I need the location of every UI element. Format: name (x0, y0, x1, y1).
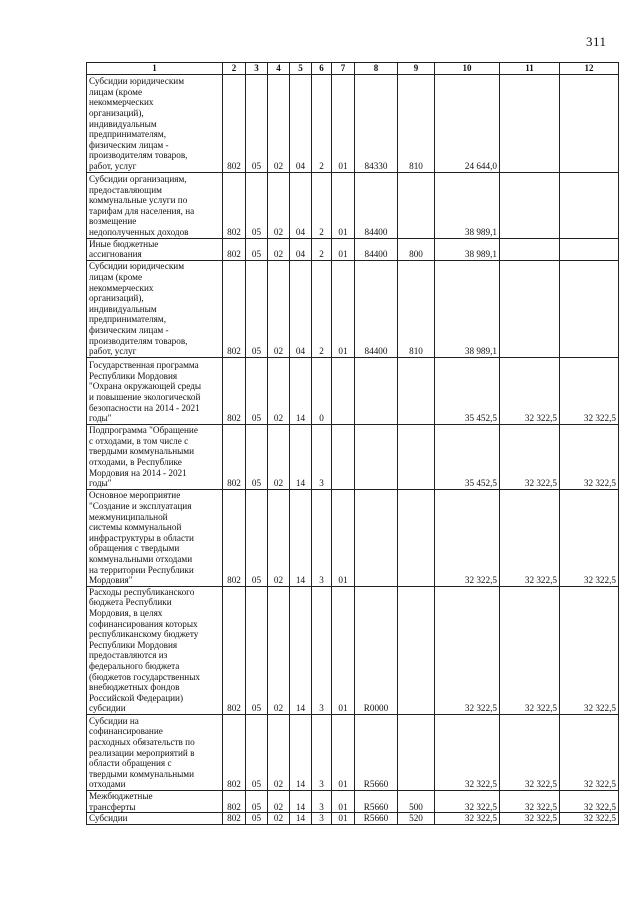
cell-activity-code: 01 (332, 260, 355, 357)
header-col-5: 5 (290, 63, 312, 75)
cell-amount-year-1: 35 452,5 (435, 424, 500, 489)
cell-amount-year-1: 38 989,1 (435, 172, 500, 238)
cell-activity-code: 01 (332, 813, 355, 825)
table-row (87, 790, 619, 812)
table-row (87, 586, 619, 714)
budget-table (86, 62, 619, 825)
cell-amount-year-3 (560, 172, 619, 238)
cell-direction-code: 84330 (355, 74, 398, 172)
table-row (87, 489, 619, 586)
cell-ministry-code: 802 (223, 489, 246, 586)
cell-activity-code (332, 357, 355, 424)
cell-activity-code: 01 (332, 172, 355, 238)
page-number: 311 (586, 34, 607, 49)
cell-direction-code: 84400 (355, 238, 398, 260)
header-col-9: 9 (398, 63, 435, 75)
cell-subprogram-code: 2 (312, 172, 332, 238)
cell-direction-code (355, 357, 398, 424)
cell-section-code: 05 (246, 424, 268, 489)
cell-ministry-code: 802 (223, 357, 246, 424)
cell-subprogram-code: 3 (312, 424, 332, 489)
table-row (87, 74, 619, 172)
cell-program-code: 14 (290, 714, 312, 790)
cell-amount-year-1: 24 644,0 (435, 74, 500, 172)
cell-section-code: 05 (246, 238, 268, 260)
cell-subprogram-code: 3 (312, 813, 332, 825)
cell-activity-code: 01 (332, 586, 355, 714)
cell-amount-year-3 (560, 260, 619, 357)
cell-section-code: 05 (246, 790, 268, 812)
header-col-3: 3 (246, 63, 268, 75)
cell-direction-code: R0000 (355, 586, 398, 714)
cell-amount-year-1: 32 322,5 (435, 813, 500, 825)
cell-amount-year-1: 32 322,5 (435, 586, 500, 714)
cell-direction-code: R5660 (355, 790, 398, 812)
cell-expense-type-code (398, 489, 435, 586)
cell-subsection-code: 02 (268, 424, 290, 489)
table-body (87, 74, 619, 824)
cell-expense-type-code (398, 714, 435, 790)
cell-amount-year-2: 32 322,5 (500, 586, 560, 714)
table-row (87, 424, 619, 489)
cell-amount-year-2: 32 322,5 (500, 357, 560, 424)
cell-ministry-code: 802 (223, 74, 246, 172)
cell-section-code: 05 (246, 813, 268, 825)
cell-ministry-code: 802 (223, 714, 246, 790)
cell-program-code: 14 (290, 424, 312, 489)
cell-ministry-code: 802 (223, 172, 246, 238)
table-row (87, 357, 619, 424)
cell-activity-code (332, 424, 355, 489)
table-row (87, 260, 619, 357)
cell-activity-code: 01 (332, 489, 355, 586)
cell-subprogram-code: 2 (312, 238, 332, 260)
cell-program-code: 14 (290, 813, 312, 825)
cell-program-code: 14 (290, 790, 312, 812)
cell-amount-year-3: 32 322,5 (560, 790, 619, 812)
cell-subprogram-code: 3 (312, 586, 332, 714)
cell-subsection-code: 02 (268, 172, 290, 238)
cell-amount-year-3: 32 322,5 (560, 586, 619, 714)
cell-subprogram-code: 3 (312, 790, 332, 812)
header-col-1: 1 (87, 63, 223, 75)
header-col-2: 2 (223, 63, 246, 75)
row-description: Субсидии организациям, предоставляющим коммунальные услуги по тарифам для населения, на возмещение недополученных доходов (87, 172, 223, 238)
cell-subsection-code: 02 (268, 489, 290, 586)
row-description: Основное мероприятие "Создание и эксплуатация межмуниципальной системы коммунальной инфраструктуры в области обращения с твердыми коммунальными отходами на территории Республики Мордовия" (87, 489, 223, 586)
cell-amount-year-1: 35 452,5 (435, 357, 500, 424)
cell-activity-code: 01 (332, 74, 355, 172)
cell-amount-year-1: 32 322,5 (435, 790, 500, 812)
cell-direction-code: R5660 (355, 714, 398, 790)
cell-amount-year-3: 32 322,5 (560, 489, 619, 586)
cell-amount-year-2: 32 322,5 (500, 489, 560, 586)
cell-amount-year-2 (500, 172, 560, 238)
header-col-11: 11 (500, 63, 560, 75)
cell-ministry-code: 802 (223, 813, 246, 825)
row-description: Подпрограмма "Обращение с отходами, в том числе с твердыми коммунальными отходами, в Республике Мордовия на 2014 - 2021 годы" (87, 424, 223, 489)
cell-expense-type-code (398, 172, 435, 238)
cell-section-code: 05 (246, 357, 268, 424)
cell-amount-year-2: 32 322,5 (500, 790, 560, 812)
cell-section-code: 05 (246, 260, 268, 357)
cell-amount-year-2: 32 322,5 (500, 424, 560, 489)
cell-program-code: 04 (290, 74, 312, 172)
cell-amount-year-3 (560, 74, 619, 172)
table-row (87, 714, 619, 790)
cell-subprogram-code: 2 (312, 74, 332, 172)
table-row (87, 172, 619, 238)
cell-expense-type-code: 810 (398, 260, 435, 357)
cell-expense-type-code (398, 357, 435, 424)
cell-ministry-code: 802 (223, 586, 246, 714)
cell-expense-type-code: 810 (398, 74, 435, 172)
cell-subsection-code: 02 (268, 357, 290, 424)
row-description: Расходы республиканского бюджета Республики Мордовия, в целях софинансирования которых республиканскому бюджету Республики Мордовия предоставляются из федерального бюджета (бюджетов государственных внебюджетных фондов Российской Федерации) субсидии (87, 586, 223, 714)
cell-direction-code (355, 424, 398, 489)
cell-direction-code: R5660 (355, 813, 398, 825)
cell-section-code: 05 (246, 586, 268, 714)
cell-activity-code: 01 (332, 714, 355, 790)
cell-ministry-code: 802 (223, 238, 246, 260)
cell-subprogram-code: 3 (312, 714, 332, 790)
cell-direction-code: 84400 (355, 260, 398, 357)
cell-subsection-code: 02 (268, 74, 290, 172)
cell-section-code: 05 (246, 172, 268, 238)
cell-ministry-code: 802 (223, 424, 246, 489)
cell-subsection-code: 02 (268, 790, 290, 812)
cell-activity-code: 01 (332, 790, 355, 812)
cell-program-code: 14 (290, 489, 312, 586)
table-row (87, 813, 619, 825)
cell-amount-year-3 (560, 238, 619, 260)
cell-program-code: 04 (290, 238, 312, 260)
header-col-4: 4 (268, 63, 290, 75)
cell-amount-year-1: 38 989,1 (435, 238, 500, 260)
cell-amount-year-1: 32 322,5 (435, 714, 500, 790)
cell-subprogram-code: 0 (312, 357, 332, 424)
cell-section-code: 05 (246, 489, 268, 586)
cell-section-code: 05 (246, 714, 268, 790)
row-description: Субсидии (87, 813, 223, 825)
cell-amount-year-2: 32 322,5 (500, 813, 560, 825)
cell-program-code: 04 (290, 172, 312, 238)
cell-subsection-code: 02 (268, 260, 290, 357)
row-description: Иные бюджетные ассигнования (87, 238, 223, 260)
cell-activity-code: 01 (332, 238, 355, 260)
cell-subsection-code: 02 (268, 714, 290, 790)
cell-direction-code: 84400 (355, 172, 398, 238)
cell-subprogram-code: 2 (312, 260, 332, 357)
cell-subsection-code: 02 (268, 238, 290, 260)
header-col-7: 7 (332, 63, 355, 75)
cell-section-code: 05 (246, 74, 268, 172)
header-col-10: 10 (435, 63, 500, 75)
cell-amount-year-2 (500, 74, 560, 172)
row-description: Межбюджетные трансферты (87, 790, 223, 812)
cell-expense-type-code: 800 (398, 238, 435, 260)
cell-program-code: 14 (290, 586, 312, 714)
cell-amount-year-3: 32 322,5 (560, 714, 619, 790)
cell-amount-year-3: 32 322,5 (560, 357, 619, 424)
cell-ministry-code: 802 (223, 790, 246, 812)
header-col-12: 12 (560, 63, 619, 75)
cell-expense-type-code: 520 (398, 813, 435, 825)
cell-amount-year-3: 32 322,5 (560, 813, 619, 825)
header-col-8: 8 (355, 63, 398, 75)
row-description: Субсидии юридическим лицам (кроме некоммерческих организаций), индивидуальным предпринимателям, физическим лицам - производителям товаров, работ, услуг (87, 260, 223, 357)
cell-ministry-code: 802 (223, 260, 246, 357)
cell-expense-type-code: 500 (398, 790, 435, 812)
table-row (87, 238, 619, 260)
cell-program-code: 04 (290, 260, 312, 357)
cell-subsection-code: 02 (268, 813, 290, 825)
cell-amount-year-2 (500, 238, 560, 260)
cell-program-code: 14 (290, 357, 312, 424)
table-header-row (87, 63, 619, 75)
cell-expense-type-code (398, 424, 435, 489)
row-description: Государственная программа Республики Мордовия "Охрана окружающей среды и повышение экологической безопасности на 2014 - 2021 годы" (87, 357, 223, 424)
cell-expense-type-code (398, 586, 435, 714)
row-description: Субсидии на софинансирование расходных обязательств по реализации мероприятий в области обращения с твердыми коммунальными отходами (87, 714, 223, 790)
cell-amount-year-1: 32 322,5 (435, 489, 500, 586)
cell-subprogram-code: 3 (312, 489, 332, 586)
cell-direction-code (355, 489, 398, 586)
cell-amount-year-2: 32 322,5 (500, 714, 560, 790)
cell-subsection-code: 02 (268, 586, 290, 714)
cell-amount-year-1: 38 989,1 (435, 260, 500, 357)
cell-amount-year-3: 32 322,5 (560, 424, 619, 489)
row-description: Субсидии юридическим лицам (кроме некоммерческих организаций), индивидуальным предпринимателям, физическим лицам - производителям товаров, работ, услуг (87, 74, 223, 172)
cell-amount-year-2 (500, 260, 560, 357)
header-col-6: 6 (312, 63, 332, 75)
